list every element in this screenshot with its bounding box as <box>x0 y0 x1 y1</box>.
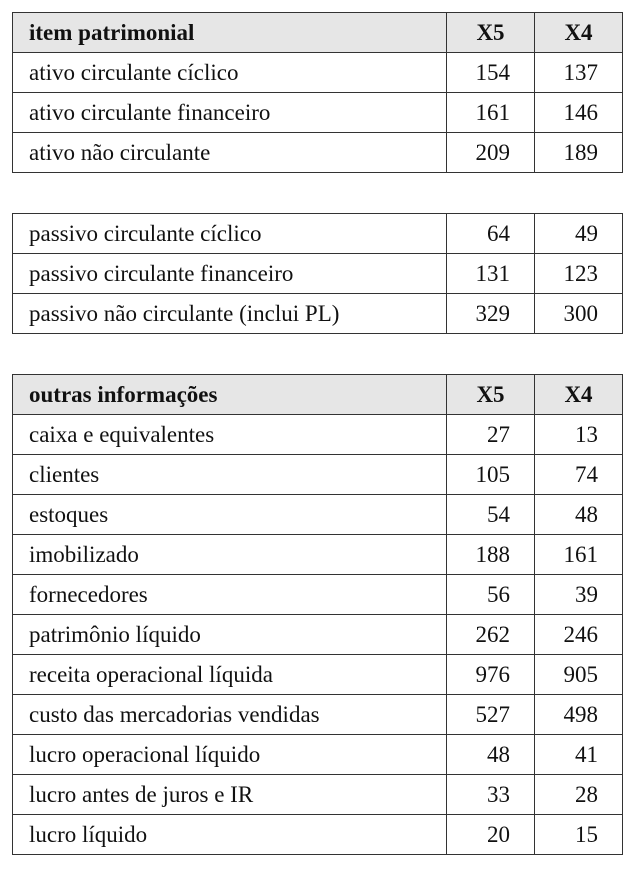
liability-table <box>12 213 623 334</box>
row-label: lucro antes de juros e IR <box>13 775 447 815</box>
table-header-row <box>13 375 623 415</box>
row-x5: 54 <box>447 495 535 535</box>
row-x4: 137 <box>535 53 623 93</box>
row-x5: 56 <box>447 575 535 615</box>
row-x5: 131 <box>447 254 535 294</box>
table-row <box>13 655 623 695</box>
header-x4: X4 <box>535 13 623 53</box>
row-x5: 27 <box>447 415 535 455</box>
row-x4: 39 <box>535 575 623 615</box>
row-label: patrimônio líquido <box>13 615 447 655</box>
header-x5: X5 <box>447 13 535 53</box>
row-label: ativo circulante financeiro <box>13 93 447 133</box>
row-label: passivo circulante cíclico <box>13 214 447 254</box>
row-label: clientes <box>13 455 447 495</box>
row-x4: 161 <box>535 535 623 575</box>
row-x4: 48 <box>535 495 623 535</box>
row-label: imobilizado <box>13 535 447 575</box>
document-page <box>12 12 622 855</box>
row-x4: 246 <box>535 615 623 655</box>
table-row <box>13 53 623 93</box>
row-label: passivo circulante financeiro <box>13 254 447 294</box>
table-row <box>13 735 623 775</box>
row-label: ativo não circulante <box>13 133 447 173</box>
table-row <box>13 254 623 294</box>
row-label: fornecedores <box>13 575 447 615</box>
header-label: outras informações <box>13 375 447 415</box>
row-x5: 262 <box>447 615 535 655</box>
table-row <box>13 695 623 735</box>
row-x4: 123 <box>535 254 623 294</box>
table-row <box>13 93 623 133</box>
row-x4: 300 <box>535 294 623 334</box>
row-label: passivo não circulante (inclui PL) <box>13 294 447 334</box>
row-x4: 146 <box>535 93 623 133</box>
table-row <box>13 575 623 615</box>
table-row <box>13 214 623 254</box>
table-row <box>13 615 623 655</box>
row-x4: 13 <box>535 415 623 455</box>
table-row <box>13 133 623 173</box>
table-row <box>13 775 623 815</box>
row-x4: 905 <box>535 655 623 695</box>
table-row <box>13 294 623 334</box>
header-label: item patrimonial <box>13 13 447 53</box>
row-x5: 48 <box>447 735 535 775</box>
row-label: custo das mercadorias vendidas <box>13 695 447 735</box>
row-x5: 20 <box>447 815 535 855</box>
row-x4: 41 <box>535 735 623 775</box>
row-x5: 188 <box>447 535 535 575</box>
row-label: estoques <box>13 495 447 535</box>
row-x4: 49 <box>535 214 623 254</box>
row-x5: 161 <box>447 93 535 133</box>
row-x5: 154 <box>447 53 535 93</box>
asset-table <box>12 12 623 173</box>
header-x5: X5 <box>447 375 535 415</box>
row-x4: 74 <box>535 455 623 495</box>
row-x4: 15 <box>535 815 623 855</box>
row-label: ativo circulante cíclico <box>13 53 447 93</box>
row-x5: 33 <box>447 775 535 815</box>
row-x5: 527 <box>447 695 535 735</box>
table-row <box>13 415 623 455</box>
row-x5: 64 <box>447 214 535 254</box>
other-info-table <box>12 374 623 855</box>
row-x4: 498 <box>535 695 623 735</box>
table-row <box>13 495 623 535</box>
table-row <box>13 815 623 855</box>
row-label: receita operacional líquida <box>13 655 447 695</box>
row-label: caixa e equivalentes <box>13 415 447 455</box>
row-x4: 28 <box>535 775 623 815</box>
table-row <box>13 455 623 495</box>
table-row <box>13 535 623 575</box>
row-x4: 189 <box>535 133 623 173</box>
row-label: lucro operacional líquido <box>13 735 447 775</box>
row-x5: 329 <box>447 294 535 334</box>
table-header-row <box>13 13 623 53</box>
row-x5: 105 <box>447 455 535 495</box>
row-x5: 976 <box>447 655 535 695</box>
row-label: lucro líquido <box>13 815 447 855</box>
row-x5: 209 <box>447 133 535 173</box>
header-x4: X4 <box>535 375 623 415</box>
